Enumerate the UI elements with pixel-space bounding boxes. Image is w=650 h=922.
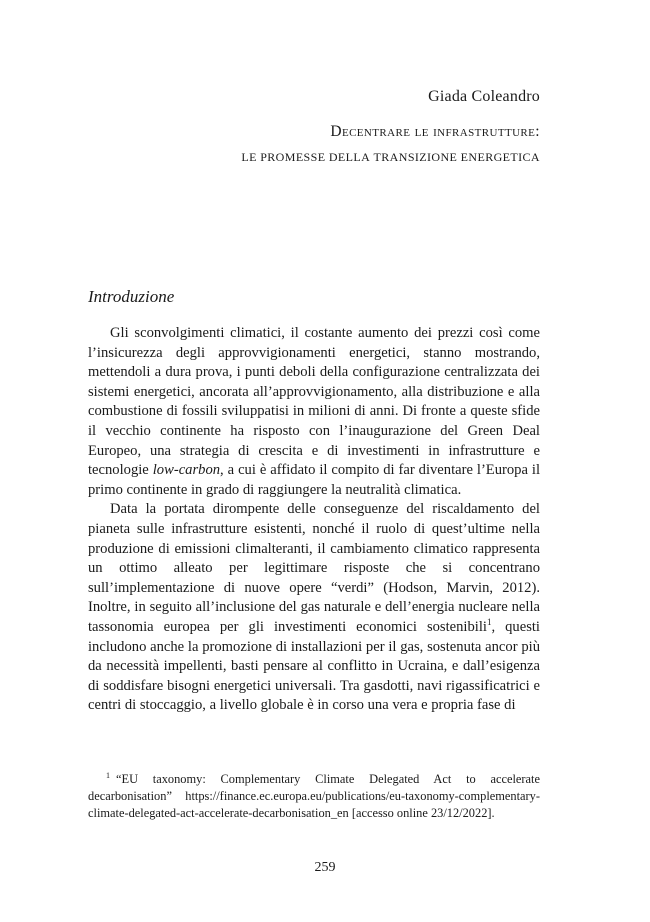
paragraph-1-text-b: , a cui è affidato il compito di far diventare l’Europa il primo continente in grado di raggiungere la neutralità climatica.	[88, 462, 541, 498]
chapter-title-line-1: Decentrare le infrastrutture:	[330, 123, 540, 140]
chapter-title-line-2: le promesse della transizione energetica	[241, 146, 540, 165]
footnote-reference[interactable]: 1	[486, 617, 492, 628]
footnote-number: 1	[106, 770, 110, 780]
paragraph-1-italic-term: low-carbon	[152, 462, 221, 479]
author-name: Giada Coleandro	[428, 88, 540, 105]
paragraph-2-text-a: Data la portata dirompente delle conseguenze del riscaldamento del pianeta sulle infrastrutture esistenti, nonché il ruolo di quest’ultime nella produzione di emissioni climalteranti, il cambiamento climatico rappresenta un ottimo alleato per legittimare risposte che si concentrano sull’implementazione di nuove opere “verdi” (Hodson, Marvin, 2012). Inoltre, in seguito all’inclusione del gas naturale e dell’energia nucleare nella tassonomia europea per gli investimenti economici sostenibili	[88, 501, 540, 635]
paragraph-2-text-b: , questi includono anche la promozione di installazioni per il gas, sostenuta ancor più da necessità impellenti, basti pensare al conflitto in Ucraina, e dall’esigenza di soddisfare bisogni energetici universali. Tra gasdotti, navi rigassificatrici e centri di stoccaggio, a livello globale è in corso una vera e propria fase di	[88, 618, 540, 714]
body-text	[88, 324, 540, 716]
paragraph-2	[88, 500, 540, 716]
footnote-text: “EU taxonomy: Complementary Climate Delegated Act to accelerate decarbonisation” https://finance.ec.europa.eu/publications/eu-taxonomy-complementary-climate-delegated-act-accelerate-decarbonisation_en [accesso online 23/12/2022].	[88, 772, 540, 820]
paragraph-1-text-a: Gli sconvolgimenti climatici, il costante aumento dei prezzi così come l’insicurezza degli approvvigionamenti energetici, stanno mostrando, mettendoli a dura prova, i punti deboli della configurazione centralizzata dei sistemi energetici, ancorata all’approvvigionamento, alla distribuzione e alla combustione di fossili sviluppatisi in milioni di anni. Di fronte a queste sfide il vecchio continente ha risposto con l’inaugurazione del Green Deal Europeo, una strategia di crescita e di investimenti in infrastrutture e tecnologie	[88, 325, 540, 479]
paragraph-1	[88, 324, 540, 500]
page-number: 259	[314, 860, 336, 875]
footnote	[88, 771, 540, 822]
section-heading: Introduzione	[88, 287, 175, 306]
